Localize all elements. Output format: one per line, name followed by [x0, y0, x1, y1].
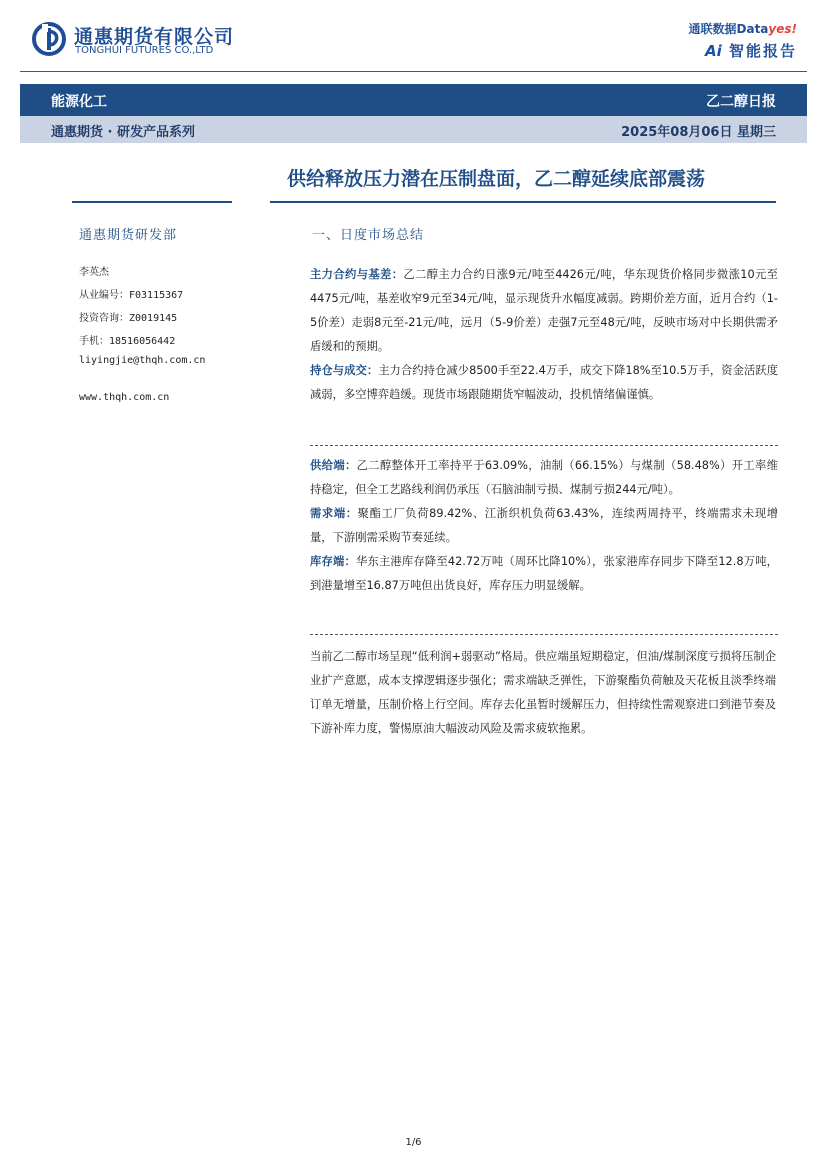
- label-basis: 主力合约与基差：: [310, 268, 404, 281]
- paragraph-inventory: [310, 550, 778, 598]
- analyst-name: 李英杰: [79, 267, 109, 278]
- fundamentals-block: [310, 454, 778, 635]
- report-type: 乙二醇日报: [706, 94, 776, 110]
- series-band: [20, 116, 807, 143]
- company-logo-icon: [32, 22, 66, 56]
- advisory-number: 投资咨询：Z0019145: [79, 313, 178, 324]
- paragraph-supply: [310, 454, 778, 502]
- paragraph-position: [310, 359, 778, 407]
- ai-report-label: 智能报告: [728, 42, 797, 60]
- market-block: [310, 263, 778, 446]
- page-number: 1/6: [405, 1137, 422, 1148]
- sidebar-rule: [72, 201, 232, 203]
- label-inventory: 库存端：: [310, 555, 356, 568]
- datayes-logo: [689, 20, 797, 37]
- report-title: 供给释放压力潜在压制盘面，乙二醇延续底部震荡: [287, 168, 706, 190]
- header-divider: [20, 71, 807, 72]
- phone-number: 手机：18516056442: [79, 336, 176, 347]
- summary-paragraph: 当前乙二醇市场呈现“低利润+弱驱动”格局。供应端虽短期稳定，但油/煤制深度亏损将压制企业扩产意愿，成本支撑逻辑逐步强化；需求端缺乏弹性，下游聚酯负荷触及天花板且淡季终端订单无增量，压制价格上行空间。库存去化虽暂时缓解压力，但持续性需观察进口到港节奏及下游补库力度，警惕原油大幅波动风险及需求疲软拖累。: [310, 650, 776, 735]
- datayes-suffix: yes!: [768, 22, 797, 36]
- research-dept: 通惠期货研发部: [79, 228, 178, 243]
- ai-mark: Ai: [704, 42, 722, 60]
- website-link[interactable]: www.thqh.com.cn: [79, 392, 170, 403]
- text-position: 主力合约持仓减少8500手至22.4万手，成交下降18%至10.5万手，资金活跃度减弱，多空博弈趋缓。现货市场跟随期货窄幅波动，投机情绪偏谨慎。: [310, 364, 778, 401]
- text-demand: 聚酯工厂负荷89.42%、江浙织机负荷63.43%，连续两周持平，终端需求未现增量，下游刚需采购节奏延续。: [310, 507, 778, 544]
- datayes-prefix: 通联数据Data: [688, 22, 769, 36]
- paragraph-basis: [310, 263, 778, 359]
- ai-report-logo: [705, 40, 797, 61]
- section-title: 一、日度市场总结: [312, 228, 425, 243]
- text-basis: 乙二醇主力合约日涨9元/吨至4426元/吨，华东现货价格同步微涨10元至4475元/吨，基差收窄9元至34元/吨，显示现货升水幅度减弱。跨期价差方面，近月合约（1-5价差）走弱8元至-21元/吨，远月（5-9价差）走强7元至48元/吨，反映市场对中长期供需矛盾缓和的预期。: [310, 268, 778, 353]
- report-date: 2025年08月06日 星期三: [621, 125, 776, 140]
- label-supply: 供给端：: [310, 459, 357, 472]
- title-rule: [270, 201, 776, 203]
- text-supply: 乙二醇整体开工率持平于63.09%，油制（66.15%）与煤制（58.48%）开工率维持稳定，但全工艺路线利润仍承压（石脑油制亏损、煤制亏损244元/吨）。: [310, 459, 778, 496]
- sector-band: [20, 84, 807, 116]
- label-demand: 需求端：: [310, 507, 358, 520]
- company-name-cn: 通惠期货有限公司: [74, 26, 235, 48]
- sector-label: 能源化工: [51, 94, 107, 110]
- text-inventory: 华东主港库存降至42.72万吨（周环比降10%），张家港库存同步下降至12.8万吨，到港量增至16.87万吨但出货良好，库存压力明显缓解。: [310, 555, 778, 592]
- series-label: 通惠期货 · 研发产品系列: [51, 125, 195, 140]
- label-position: 持仓与成交：: [310, 364, 379, 377]
- paragraph-demand: [310, 502, 778, 550]
- email-link[interactable]: liyingjie@thqh.com.cn: [79, 355, 206, 366]
- company-name-en: TONGHUI FUTURES CO.,LTD: [75, 45, 214, 56]
- license-number: 从业编号：F03115367: [79, 290, 184, 301]
